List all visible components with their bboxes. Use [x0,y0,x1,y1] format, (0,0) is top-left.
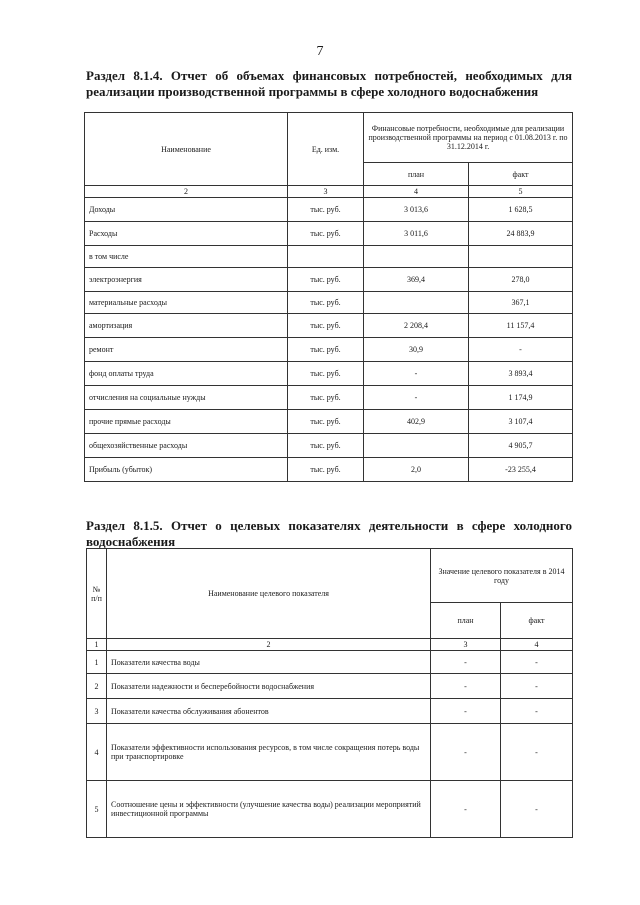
row-fact: 4 905,7 [469,434,573,458]
financial-needs-table [84,112,573,482]
table-row [85,386,573,410]
section-8-1-5-heading: Раздел 8.1.5. Отчет о целевых показателях деятельности в сфере холодного водоснабжения [86,518,572,549]
table-row [85,458,573,482]
table-row [85,434,573,458]
table-row [87,651,573,674]
row-unit: тыс. руб. [288,458,364,482]
row-plan: - [431,651,501,674]
row-plan: - [431,699,501,724]
row-fact: 11 157,4 [469,314,573,338]
column-index: 3 [288,186,364,198]
row-plan: - [364,386,469,410]
column-index-row [87,639,573,651]
row-fact: 278,0 [469,268,573,292]
table-row [85,246,573,268]
row-name: отчисления на социальные нужды [85,386,288,410]
col-header-fact: факт [501,603,573,639]
col-header-period: Финансовые потребности, необходимые для реализации производственной программы на период с 01.08.2013 г. по 31.12.2014 г. [364,113,573,163]
table-row [85,198,573,222]
row-plan: - [364,362,469,386]
row-plan: - [431,674,501,699]
col-header-num: № п/п [87,549,107,639]
row-num: 3 [87,699,107,724]
row-unit: тыс. руб. [288,222,364,246]
row-fact: - [501,781,573,838]
row-plan: 402,9 [364,410,469,434]
table-row [85,222,573,246]
row-fact: - [501,699,573,724]
row-indicator: Показатели качества обслуживания абонентов [107,699,431,724]
row-unit: тыс. руб. [288,198,364,222]
col-header-indicator: Наименование целевого показателя [107,549,431,639]
row-unit: тыс. руб. [288,314,364,338]
table-row [87,724,573,781]
row-plan: 30,9 [364,338,469,362]
page-number: 7 [316,44,324,59]
table-header-row [87,549,573,603]
section-8-1-4-heading: Раздел 8.1.4. Отчет об объемах финансовых потребностей, необходимых для реализации производственной программы в сфере холодного водоснабжения [86,68,572,99]
column-index: 3 [431,639,501,651]
row-name: амортизация [85,314,288,338]
row-fact: - [501,724,573,781]
column-index: 4 [501,639,573,651]
row-plan [364,434,469,458]
table-row [87,674,573,699]
column-index: 5 [469,186,573,198]
row-name: Прибыль (убыток) [85,458,288,482]
row-indicator: Показатели качества воды [107,651,431,674]
row-unit: тыс. руб. [288,338,364,362]
col-header-name: Наименование [85,113,288,186]
row-name: ремонт [85,338,288,362]
row-name: Доходы [85,198,288,222]
row-fact: 1 174,9 [469,386,573,410]
table-row [85,338,573,362]
row-fact: - [501,674,573,699]
row-unit: тыс. руб. [288,362,364,386]
row-num: 5 [87,781,107,838]
row-fact: - [501,651,573,674]
col-header-fact: факт [469,163,573,186]
row-name: Расходы [85,222,288,246]
row-plan: - [431,781,501,838]
target-indicators-table [86,548,573,838]
row-fact: 3 893,4 [469,362,573,386]
row-unit: тыс. руб. [288,410,364,434]
row-plan: - [431,724,501,781]
row-name: фонд оплаты труда [85,362,288,386]
row-plan: 2,0 [364,458,469,482]
column-index: 1 [87,639,107,651]
row-unit: тыс. руб. [288,386,364,410]
table-row [85,292,573,314]
row-name: материальные расходы [85,292,288,314]
table-row [87,699,573,724]
row-fact: 1 628,5 [469,198,573,222]
row-name: в том числе [85,246,288,268]
table-row [85,314,573,338]
table-row [85,268,573,292]
row-plan: 2 208,4 [364,314,469,338]
row-num: 1 [87,651,107,674]
row-name: электроэнергия [85,268,288,292]
row-plan [364,246,469,268]
col-header-plan: план [364,163,469,186]
table-header-row [85,113,573,163]
table-row [85,410,573,434]
column-index: 2 [85,186,288,198]
row-fact: 3 107,4 [469,410,573,434]
column-index: 4 [364,186,469,198]
row-fact: -23 255,4 [469,458,573,482]
row-plan [364,292,469,314]
row-num: 4 [87,724,107,781]
row-unit: тыс. руб. [288,434,364,458]
col-header-plan: план [431,603,501,639]
row-indicator: Показатели эффективности использования ресурсов, в том числе сокращения потерь воды при транспортировке [107,724,431,781]
table-row [85,362,573,386]
row-fact: 367,1 [469,292,573,314]
column-index: 2 [107,639,431,651]
row-fact: 24 883,9 [469,222,573,246]
row-plan: 369,4 [364,268,469,292]
row-unit: тыс. руб. [288,268,364,292]
row-fact [469,246,573,268]
table-row [87,781,573,838]
row-fact: - [469,338,573,362]
row-indicator: Соотношение цены и эффективности (улучшение качества воды) реализации мероприятий инвестиционной программы [107,781,431,838]
row-plan: 3 011,6 [364,222,469,246]
row-indicator: Показатели надежности и бесперебойности водоснабжения [107,674,431,699]
row-unit: тыс. руб. [288,292,364,314]
row-name: общехозяйственные расходы [85,434,288,458]
column-index-row [85,186,573,198]
row-unit [288,246,364,268]
col-header-unit: Ед. изм. [288,113,364,186]
row-plan: 3 013,6 [364,198,469,222]
row-name: прочие прямые расходы [85,410,288,434]
col-header-value: Значение целевого показателя в 2014 году [431,549,573,603]
row-num: 2 [87,674,107,699]
